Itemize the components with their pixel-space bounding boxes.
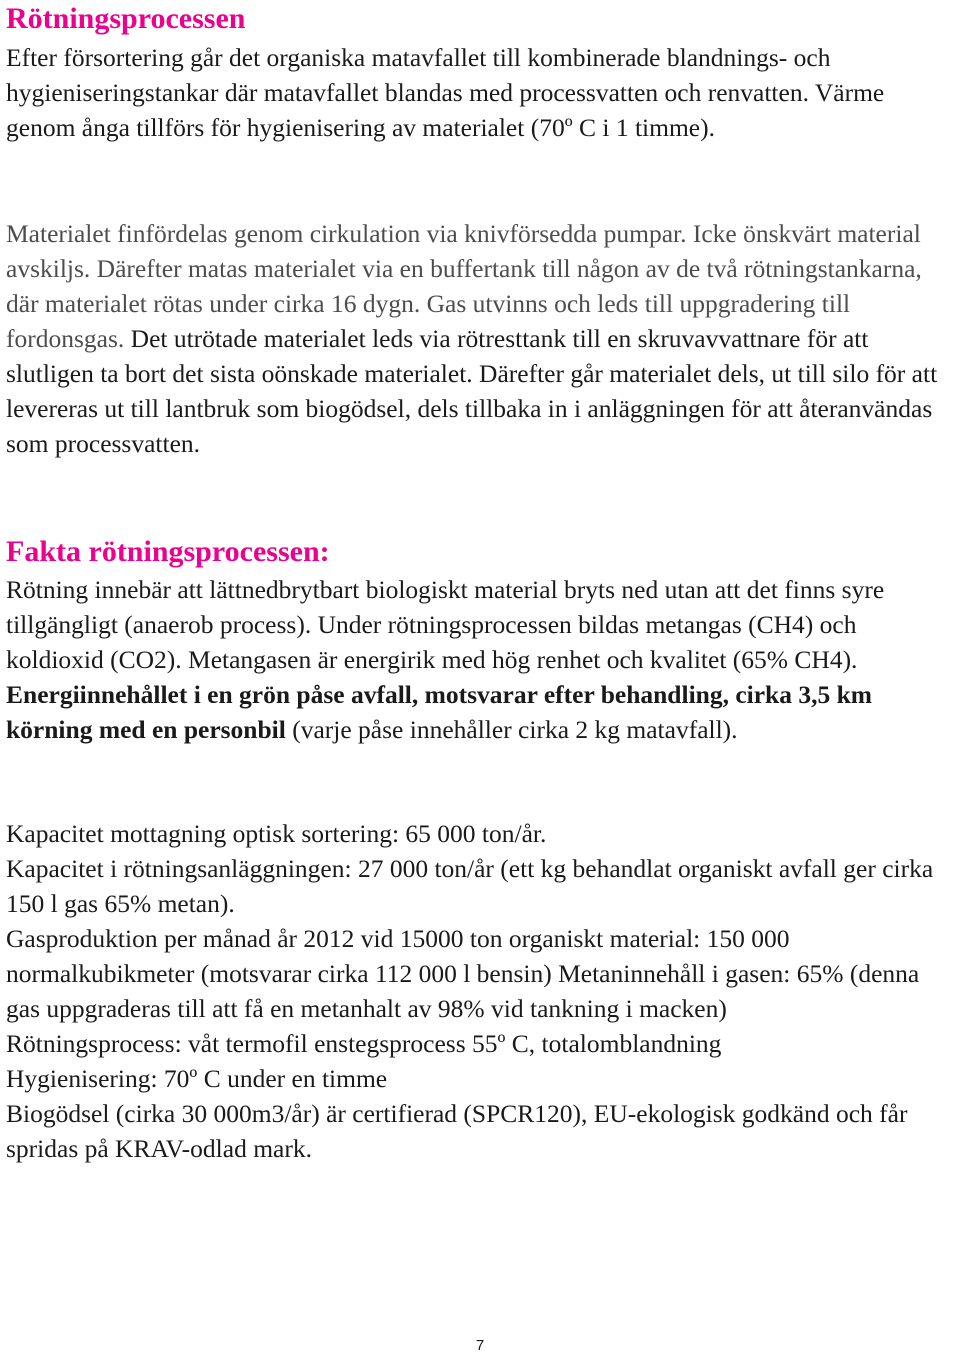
paragraph-fakta: [6, 572, 958, 747]
fact-gas-production: Gasproduktion per månad år 2012 vid 15000 ton organiskt material: 150 000 normalkubikmeter (motsvarar cirka 112 000 l bensin) Metaninnehåll i gasen: 65% (denna gas uppgraderas till att få en metanhalt av 98% vid tankning i macken): [6, 924, 920, 1023]
fact-capacity-sorting: Kapacitet mottagning optisk sortering: 65 000 ton/år.: [6, 819, 547, 848]
paragraph-intro: Efter försortering går det organiska matavfallet till kombinerade blandnings- och hygieniseringstankar där matavfallet blandas med processvatten och renvatten. Värme genom ånga tillförs för hygienisering av materialet (70º C i 1 timme).: [6, 43, 885, 142]
fact-biofertilizer: Biogödsel (cirka 30 000m3/år) är certifierad (SPCR120), EU-ekologisk godkänd och får spridas på KRAV-odlad mark.: [6, 1099, 908, 1163]
fact-capacity-digestion: Kapacitet i rötningsanläggningen: 27 000 ton/år (ett kg behandlat organiskt avfall ger cirka 150 l gas 65% metan).: [6, 854, 934, 918]
fact-hygienisation: Hygienisering: 70º C under en timme: [6, 1064, 388, 1093]
fact-digestion-process: Rötningsprocess: våt termofil enstegsprocess 55º C, totalomblandning: [6, 1029, 722, 1058]
paragraph-fakta-tail: (varje påse innehåller cirka 2 kg matavfall).: [292, 715, 738, 744]
paragraph-fakta-text: Rötning innebär att lättnedbrytbart biologiskt material bryts ned utan att det finns syre tillgängligt (anaerob process). Under rötningsprocessen bildas metangas (CH4) och koldioxid (CO2). Metangasen är energirik med hög renhet och kvalitet (65% CH4).: [6, 575, 885, 674]
paragraph-process-part2: Det utrötade materialet leds via rötresttank till en skruvavvattnare för att slutligen ta bort det sista oönskade materialet.: [6, 324, 869, 388]
section-heading-rotningsprocessen: Rötningsprocessen: [6, 2, 246, 35]
section-heading-fakta: Fakta rötningsprocessen:: [6, 535, 330, 568]
paragraph-process-part1: Materialet finfördelas genom cirkulation via knivförsedda pumpar. Icke önskvärt material avskiljs. Därefter matas materialet via en buffertank till någon av de två rötningstankarna, där materialet rötas under cirka 16 dygn. Gas utvinns och leds till uppgradering till fordonsgas.: [6, 219, 922, 353]
paragraph-process: [6, 216, 958, 461]
paragraph-process-part3: Därefter går materialet dels, ut till silo för att levereras ut till lantbruk som biogödsel, dels tillbaka in i anläggningen för att återanvändas som processvatten.: [6, 359, 938, 458]
paragraph-fakta-bold: Energiinnehållet i en grön påse avfall, motsvarar efter behandling, cirka 3,5 km körning med en personbil: [6, 680, 873, 744]
facts-list: [6, 816, 958, 1166]
page-number: 7: [475, 1337, 485, 1354]
